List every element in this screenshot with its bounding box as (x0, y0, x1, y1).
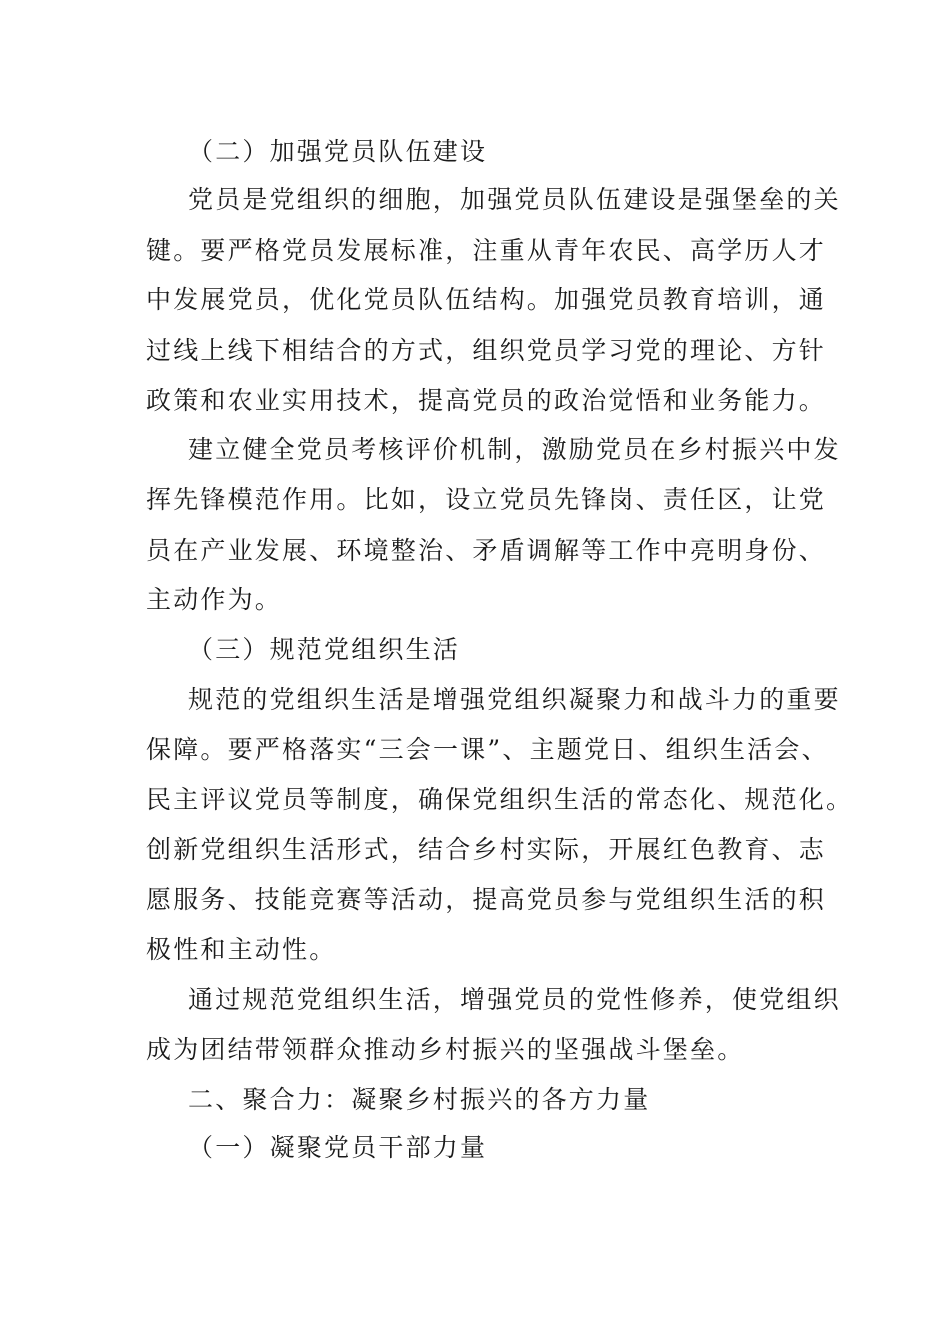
paragraph-line: 创新党组织生活形式，结合乡村实际，开展红色教育、志 (146, 835, 827, 864)
paragraph-line: 员在产业发展、环境整治、矛盾调解等工作中亮明身份、 (146, 536, 827, 565)
paragraph-line: 挥先锋模范作用。比如，设立党员先锋岗、责任区，让党 (146, 485, 827, 514)
paragraph-line: 规范的党组织生活是增强党组织凝聚力和战斗力的重要 (188, 685, 841, 714)
section-heading-1: （一）凝聚党员干部力量 (188, 1133, 488, 1162)
paragraph-line: 键。要严格党员发展标准，注重从青年农民、高学历人才 (146, 236, 827, 265)
paragraph-line: 保障。要严格落实“三会一课”、主题党日、组织生活会、 (146, 735, 829, 764)
chapter-heading: 二、聚合力：凝聚乡村振兴的各方力量 (188, 1085, 651, 1114)
paragraph-line: 党员是党组织的细胞，加强党员队伍建设是强堡垒的关 (188, 185, 841, 214)
paragraph-line: 建立健全党员考核评价机制，激励党员在乡村振兴中发 (188, 435, 841, 464)
section-heading-2: （二）加强党员队伍建设 (188, 137, 488, 166)
section-heading-3: （三）规范党组织生活 (188, 635, 461, 664)
paragraph-line: 极性和主动性。 (146, 935, 337, 964)
paragraph-line: 中发展党员，优化党员队伍结构。加强党员教育培训，通 (146, 285, 827, 314)
paragraph-line: 愿服务、技能竞赛等活动，提高党员参与党组织生活的积 (146, 885, 827, 914)
paragraph-line: 通过规范党组织生活，增强党员的党性修养，使党组织 (188, 985, 841, 1014)
paragraph-line: 主动作为。 (146, 585, 283, 614)
paragraph-line: 过线上线下相结合的方式，组织党员学习党的理论、方针 (146, 336, 827, 365)
paragraph-line: 成为团结带领群众推动乡村振兴的坚强战斗堡垒。 (146, 1035, 745, 1064)
paragraph-line: 政策和农业实用技术，提高党员的政治觉悟和业务能力。 (146, 386, 827, 415)
paragraph-line: 民主评议党员等制度，确保党组织生活的常态化、规范化。 (146, 785, 854, 814)
